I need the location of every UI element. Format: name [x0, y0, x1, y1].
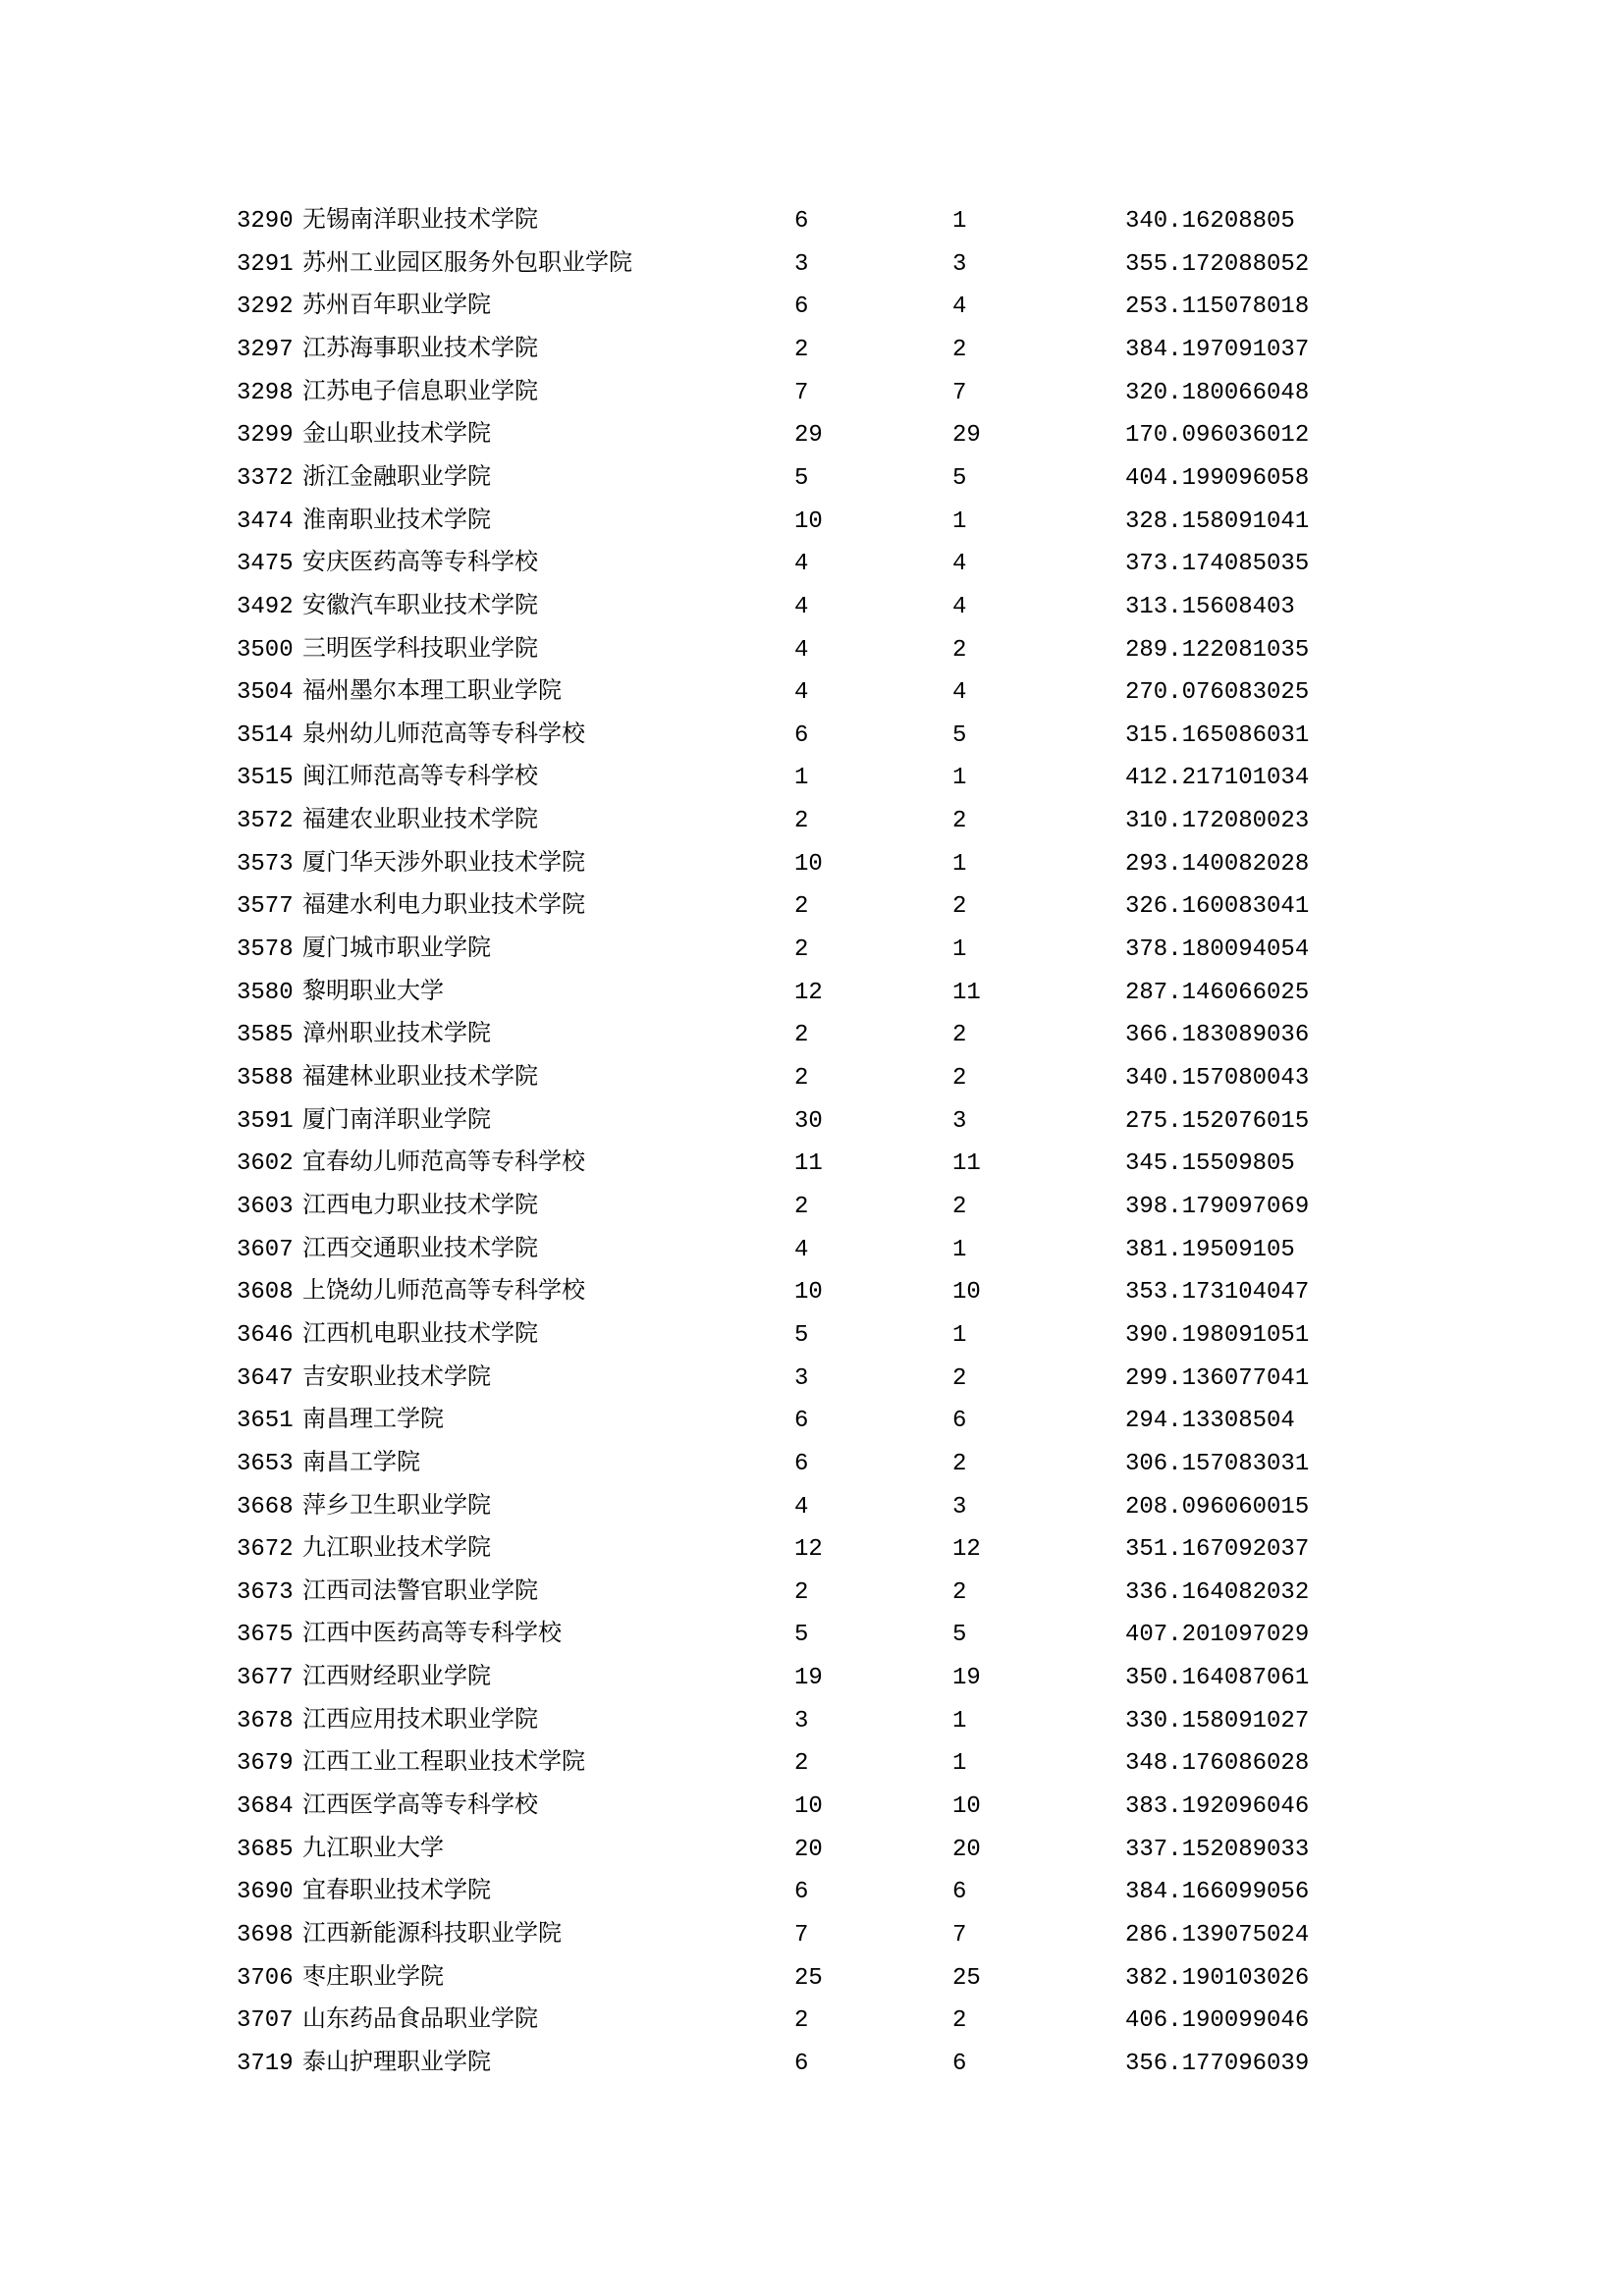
school-name: 福州墨尔本理工职业学院	[302, 679, 562, 707]
count-a: 4	[794, 593, 809, 620]
school-name: 福建林业职业技术学院	[302, 1065, 538, 1092]
count-a: 2	[794, 936, 809, 964]
count-a: 5	[794, 1622, 809, 1649]
school-code: 3474	[237, 507, 294, 535]
school-name: 黎明职业大学	[302, 979, 444, 1006]
school-name: 厦门城市职业学院	[302, 936, 491, 964]
school-name: 江西医学高等专科学校	[302, 1793, 538, 1821]
score: 337.152089033	[1125, 1836, 1310, 1863]
count-a: 3	[794, 250, 809, 278]
count-b: 5	[952, 464, 967, 492]
table-row	[0, 1702, 1624, 1741]
count-b: 5	[952, 1622, 967, 1649]
school-code: 3685	[237, 1836, 294, 1863]
count-a: 6	[794, 2050, 809, 2077]
school-code: 3292	[237, 294, 294, 321]
count-b: 6	[952, 1408, 967, 1435]
table-row	[0, 2045, 1624, 2084]
score: 348.176086028	[1125, 1750, 1310, 1778]
school-code: 3500	[237, 636, 294, 664]
table-row	[0, 1831, 1624, 1870]
school-code: 3578	[237, 936, 294, 964]
table-row	[0, 1873, 1624, 1912]
school-name: 南昌工学院	[302, 1450, 420, 1477]
count-a: 4	[794, 551, 809, 578]
count-a: 1	[794, 765, 809, 792]
school-name: 江西司法警官职业学院	[302, 1578, 538, 1606]
count-a: 6	[794, 1408, 809, 1435]
school-code: 3706	[237, 1964, 294, 1992]
score: 294.13308504	[1125, 1408, 1295, 1435]
school-name: 吉安职业技术学院	[302, 1364, 491, 1392]
school-name: 九江职业技术学院	[302, 1536, 491, 1564]
count-a: 11	[794, 1150, 823, 1178]
count-b: 2	[952, 1193, 967, 1220]
table-row	[0, 1188, 1624, 1227]
school-name: 萍乡卫生职业学院	[302, 1493, 491, 1521]
count-a: 2	[794, 893, 809, 921]
table-row	[0, 1616, 1624, 1655]
table-row	[0, 845, 1624, 884]
count-b: 2	[952, 2007, 967, 2035]
school-name: 江西电力职业技术学院	[302, 1193, 538, 1220]
count-b: 6	[952, 2050, 967, 2077]
count-a: 7	[794, 379, 809, 406]
score: 383.192096046	[1125, 1793, 1310, 1821]
count-b: 2	[952, 1022, 967, 1049]
school-name: 南昌理工学院	[302, 1408, 444, 1435]
school-name: 枣庄职业学院	[302, 1964, 444, 1992]
school-name: 淮南职业技术学院	[302, 507, 491, 535]
count-a: 3	[794, 1364, 809, 1392]
count-b: 2	[952, 1450, 967, 1477]
school-code: 3651	[237, 1408, 294, 1435]
count-b: 7	[952, 379, 967, 406]
school-name: 江西应用技术职业学院	[302, 1707, 538, 1735]
count-b: 1	[952, 765, 967, 792]
table-row	[0, 202, 1624, 241]
school-code: 3588	[237, 1065, 294, 1092]
table-row	[0, 1659, 1624, 1698]
school-code: 3572	[237, 808, 294, 835]
count-b: 19	[952, 1665, 981, 1692]
score: 293.140082028	[1125, 850, 1310, 878]
school-name: 江西交通职业技术学院	[302, 1236, 538, 1263]
school-name: 江西财经职业学院	[302, 1665, 491, 1692]
score: 406.190099046	[1125, 2007, 1310, 2035]
score: 286.139075024	[1125, 1922, 1310, 1949]
count-a: 29	[794, 422, 823, 450]
table-row	[0, 1788, 1624, 1827]
score: 345.15509805	[1125, 1150, 1295, 1178]
school-name: 金山职业技术学院	[302, 422, 491, 450]
table-row	[0, 545, 1624, 584]
table-row	[0, 245, 1624, 285]
score: 253.115078018	[1125, 294, 1310, 321]
school-code: 3690	[237, 1879, 294, 1906]
school-name: 苏州工业园区服务外包职业学院	[302, 250, 632, 278]
count-a: 6	[794, 294, 809, 321]
score: 289.122081035	[1125, 636, 1310, 664]
table-row	[0, 1402, 1624, 1441]
score: 412.217101034	[1125, 765, 1310, 792]
count-b: 1	[952, 1750, 967, 1778]
count-b: 10	[952, 1793, 981, 1821]
score: 382.190103026	[1125, 1964, 1310, 1992]
school-code: 3675	[237, 1622, 294, 1649]
school-name: 泉州幼儿师范高等专科学校	[302, 721, 585, 749]
count-a: 12	[794, 979, 823, 1006]
school-code: 3577	[237, 893, 294, 921]
count-b: 2	[952, 1578, 967, 1606]
count-b: 4	[952, 294, 967, 321]
table-row	[0, 673, 1624, 713]
school-name: 苏州百年职业学院	[302, 294, 491, 321]
school-code: 3580	[237, 979, 294, 1006]
count-a: 4	[794, 636, 809, 664]
table-row	[0, 717, 1624, 756]
count-b: 4	[952, 679, 967, 707]
count-b: 11	[952, 979, 981, 1006]
table-row	[0, 1488, 1624, 1527]
table-row	[0, 887, 1624, 927]
table-row	[0, 1445, 1624, 1484]
count-b: 1	[952, 507, 967, 535]
school-code: 3684	[237, 1793, 294, 1821]
score: 350.164087061	[1125, 1665, 1310, 1692]
count-b: 7	[952, 1922, 967, 1949]
school-code: 3678	[237, 1707, 294, 1735]
school-name: 安庆医药高等专科学校	[302, 551, 538, 578]
table-row	[0, 1916, 1624, 1955]
school-code: 3677	[237, 1665, 294, 1692]
table-row	[0, 974, 1624, 1013]
school-code: 3591	[237, 1107, 294, 1135]
count-a: 2	[794, 1022, 809, 1049]
count-a: 2	[794, 808, 809, 835]
score: 208.096060015	[1125, 1493, 1310, 1521]
count-b: 10	[952, 1279, 981, 1307]
count-b: 1	[952, 850, 967, 878]
score: 390.198091051	[1125, 1321, 1310, 1349]
count-b: 2	[952, 808, 967, 835]
count-a: 2	[794, 1578, 809, 1606]
school-code: 3492	[237, 593, 294, 620]
school-name: 江西工业工程职业技术学院	[302, 1750, 585, 1778]
count-a: 2	[794, 2007, 809, 2035]
count-b: 2	[952, 336, 967, 363]
score: 270.076083025	[1125, 679, 1310, 707]
count-a: 10	[794, 507, 823, 535]
school-code: 3647	[237, 1364, 294, 1392]
table-row	[0, 2002, 1624, 2041]
score: 384.166099056	[1125, 1879, 1310, 1906]
table-row	[0, 1102, 1624, 1142]
school-name: 闽江师范高等专科学校	[302, 765, 538, 792]
score: 356.177096039	[1125, 2050, 1310, 2077]
score: 313.15608403	[1125, 593, 1295, 620]
score: 315.165086031	[1125, 721, 1310, 749]
school-name: 江苏海事职业技术学院	[302, 336, 538, 363]
count-b: 3	[952, 250, 967, 278]
count-a: 2	[794, 1193, 809, 1220]
school-name: 江西新能源科技职业学院	[302, 1922, 562, 1949]
count-b: 3	[952, 1493, 967, 1521]
school-name: 江西机电职业技术学院	[302, 1321, 538, 1349]
school-code: 3679	[237, 1750, 294, 1778]
score: 407.201097029	[1125, 1622, 1310, 1649]
count-b: 1	[952, 936, 967, 964]
score: 384.197091037	[1125, 336, 1310, 363]
count-a: 2	[794, 1750, 809, 1778]
score: 310.172080023	[1125, 808, 1310, 835]
count-a: 4	[794, 1236, 809, 1263]
school-code: 3607	[237, 1236, 294, 1263]
score: 340.16208805	[1125, 208, 1295, 235]
score: 404.199096058	[1125, 464, 1310, 492]
school-code: 3573	[237, 850, 294, 878]
table-row	[0, 288, 1624, 327]
school-code: 3514	[237, 721, 294, 749]
table-row	[0, 759, 1624, 798]
count-b: 1	[952, 1236, 967, 1263]
school-code: 3673	[237, 1578, 294, 1606]
score: 170.096036012	[1125, 422, 1310, 450]
school-code: 3515	[237, 765, 294, 792]
count-a: 4	[794, 1493, 809, 1521]
school-code: 3668	[237, 1493, 294, 1521]
count-a: 4	[794, 679, 809, 707]
table-row	[0, 331, 1624, 370]
table-row	[0, 631, 1624, 670]
school-name: 上饶幼儿师范高等专科学校	[302, 1279, 585, 1307]
school-code: 3299	[237, 422, 294, 450]
count-b: 1	[952, 208, 967, 235]
school-name: 福建农业职业技术学院	[302, 808, 538, 835]
school-code: 3653	[237, 1450, 294, 1477]
school-code: 3585	[237, 1022, 294, 1049]
table-row	[0, 1316, 1624, 1356]
school-code: 3504	[237, 679, 294, 707]
count-a: 25	[794, 1964, 823, 1992]
score: 306.157083031	[1125, 1450, 1310, 1477]
count-b: 6	[952, 1879, 967, 1906]
count-b: 12	[952, 1536, 981, 1564]
table-row	[0, 1145, 1624, 1184]
score: 373.174085035	[1125, 551, 1310, 578]
school-name: 三明医学科技职业学院	[302, 636, 538, 664]
school-name: 江苏电子信息职业学院	[302, 379, 538, 406]
table-row	[0, 503, 1624, 542]
count-a: 10	[794, 1793, 823, 1821]
count-b: 2	[952, 1065, 967, 1092]
count-b: 11	[952, 1150, 981, 1178]
school-name: 漳州职业技术学院	[302, 1022, 491, 1049]
table-row	[0, 1360, 1624, 1399]
school-name: 浙江金融职业学院	[302, 464, 491, 492]
count-a: 12	[794, 1536, 823, 1564]
school-code: 3698	[237, 1922, 294, 1949]
count-b: 2	[952, 636, 967, 664]
count-a: 5	[794, 464, 809, 492]
school-name: 山东药品食品职业学院	[302, 2007, 538, 2035]
count-a: 6	[794, 721, 809, 749]
school-code: 3475	[237, 551, 294, 578]
score: 326.160083041	[1125, 893, 1310, 921]
count-b: 3	[952, 1107, 967, 1135]
count-b: 1	[952, 1707, 967, 1735]
score: 275.152076015	[1125, 1107, 1310, 1135]
count-a: 5	[794, 1321, 809, 1349]
score: 351.167092037	[1125, 1536, 1310, 1564]
school-name: 九江职业大学	[302, 1836, 444, 1863]
score: 398.179097069	[1125, 1193, 1310, 1220]
score: 378.180094054	[1125, 936, 1310, 964]
table-row	[0, 802, 1624, 841]
score: 320.180066048	[1125, 379, 1310, 406]
score: 353.173104047	[1125, 1279, 1310, 1307]
table-row	[0, 588, 1624, 627]
count-b: 29	[952, 422, 981, 450]
table-row	[0, 1530, 1624, 1570]
table-row	[0, 931, 1624, 970]
school-code: 3602	[237, 1150, 294, 1178]
school-name: 宜春幼儿师范高等专科学校	[302, 1150, 585, 1178]
school-code: 3707	[237, 2007, 294, 2035]
count-a: 19	[794, 1665, 823, 1692]
score: 299.136077041	[1125, 1364, 1310, 1392]
table-row	[0, 1059, 1624, 1098]
school-code: 3719	[237, 2050, 294, 2077]
school-name: 厦门南洋职业学院	[302, 1107, 491, 1135]
count-a: 6	[794, 1450, 809, 1477]
school-name: 泰山护理职业学院	[302, 2050, 491, 2077]
count-b: 4	[952, 551, 967, 578]
count-b: 5	[952, 721, 967, 749]
score: 381.19509105	[1125, 1236, 1295, 1263]
school-name: 安徽汽车职业技术学院	[302, 593, 538, 620]
school-code: 3603	[237, 1193, 294, 1220]
count-a: 3	[794, 1707, 809, 1735]
table-row	[0, 374, 1624, 413]
score: 336.164082032	[1125, 1578, 1310, 1606]
count-b: 2	[952, 1364, 967, 1392]
score: 340.157080043	[1125, 1065, 1310, 1092]
school-name: 福建水利电力职业技术学院	[302, 893, 585, 921]
count-b: 2	[952, 893, 967, 921]
table-row	[0, 1744, 1624, 1784]
count-a: 20	[794, 1836, 823, 1863]
score: 330.158091027	[1125, 1707, 1310, 1735]
table-row	[0, 416, 1624, 455]
table-row	[0, 459, 1624, 499]
table-row	[0, 1231, 1624, 1270]
count-a: 2	[794, 1065, 809, 1092]
count-a: 6	[794, 1879, 809, 1906]
school-name: 厦门华天涉外职业技术学院	[302, 850, 585, 878]
count-b: 4	[952, 593, 967, 620]
school-code: 3291	[237, 250, 294, 278]
school-code: 3646	[237, 1321, 294, 1349]
count-a: 10	[794, 850, 823, 878]
count-b: 20	[952, 1836, 981, 1863]
school-name: 无锡南洋职业技术学院	[302, 208, 538, 235]
score: 366.183089036	[1125, 1022, 1310, 1049]
school-name: 江西中医药高等专科学校	[302, 1622, 562, 1649]
count-a: 7	[794, 1922, 809, 1949]
score: 287.146066025	[1125, 979, 1310, 1006]
school-name: 宜春职业技术学院	[302, 1879, 491, 1906]
table-row	[0, 1016, 1624, 1055]
table-row	[0, 1574, 1624, 1613]
count-b: 25	[952, 1964, 981, 1992]
school-code: 3298	[237, 379, 294, 406]
school-code: 3608	[237, 1279, 294, 1307]
score: 328.158091041	[1125, 507, 1310, 535]
school-code: 3290	[237, 208, 294, 235]
school-code: 3672	[237, 1536, 294, 1564]
table-row	[0, 1959, 1624, 1999]
school-code: 3372	[237, 464, 294, 492]
count-a: 10	[794, 1279, 823, 1307]
score: 355.172088052	[1125, 250, 1310, 278]
count-a: 30	[794, 1107, 823, 1135]
count-a: 6	[794, 208, 809, 235]
count-b: 1	[952, 1321, 967, 1349]
count-a: 2	[794, 336, 809, 363]
table-row	[0, 1273, 1624, 1312]
school-code: 3297	[237, 336, 294, 363]
